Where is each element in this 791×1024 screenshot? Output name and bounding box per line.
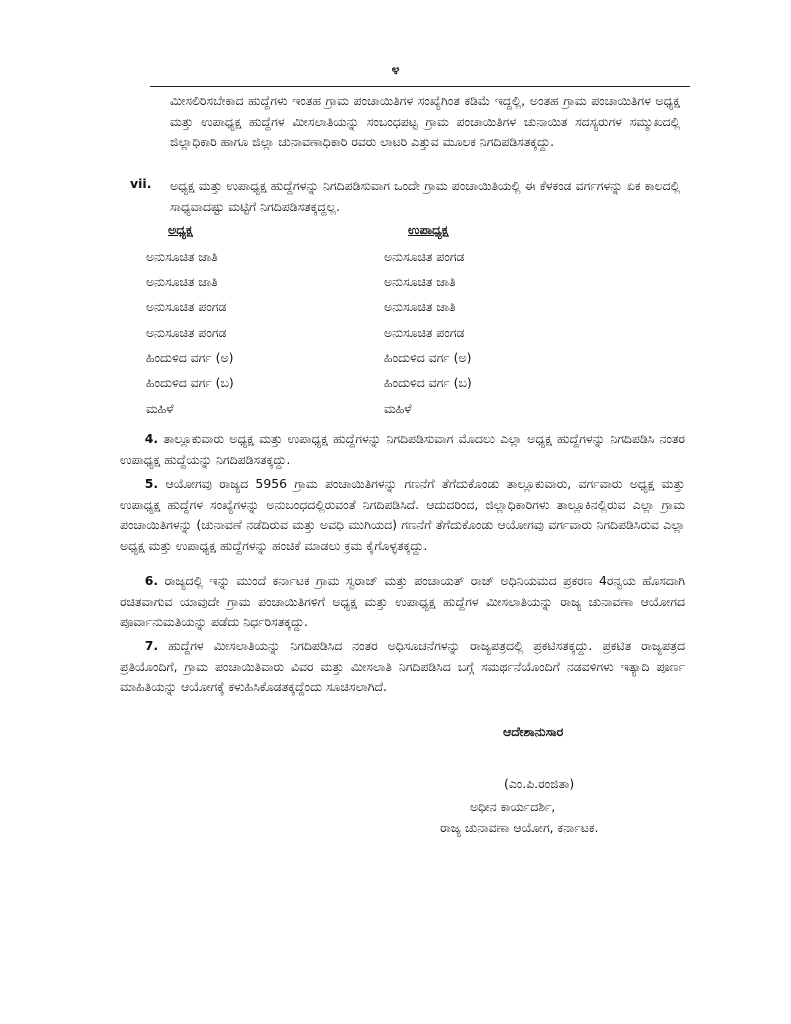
table-cell-vice-president: ಹಿಂದುಳಿದ ವರ್ಗ (ಅ) [384,350,472,365]
table-cell-vice-president: ಅನುಸೂಚಿತ ಪಂಗಡ [384,249,465,264]
paragraph-6 [120,571,685,633]
signatory-title: ಅಧೀನ ಕಾರ್ಯದರ್ಶಿ, [470,799,556,814]
table-cell-president: ಅನುಸೂಚಿತ ಪಂಗಡ [146,299,227,314]
table-cell-president: ಅನುಸೂಚಿತ ಜಾತಿ [146,274,218,289]
table-cell-president: ಮಹಿಳೆ [146,401,174,416]
paragraph-continued: ಮೀಸಲಿರಿಸಬೇಕಾದ ಹುದ್ದೆಗಳು ಇಂತಹ ಗ್ರಾಮ ಪಂಚಾಯಿತಿಗಳ ಸಂಖ್ಯೆಗಿಂತ ಕಡಿಮೆ ಇದ್ದಲ್ಲಿ, ಅಂತಹ ಗ್ರಾಮ ಪಂಚಾಯಿತಿಗಳ ಅಧ್ಯಕ್ಷ ಮತ್ತು ಉಪಾಧ್ಯಕ್ಷ ಹುದ್ದೆಗಳ ಮೀಸಲಾತಿಯನ್ನು ಸಂಬಂಧಪಟ್ಟ ಗ್ರಾಮ ಪಂಚಾಯಿತಿಗಳ ಚುನಾಯಿತ ಸದಸ್ಯರುಗಳ ಸಮ್ಮುಖದಲ್ಲಿ ಜಿಲ್ಲಾಧಿಕಾರಿ ಹಾಗೂ ಜಿಲ್ಲಾ ಚುನಾವಣಾಧಿಕಾರಿ ರವರು ಲಾಟರಿ ಎತ್ತುವ ಮೂಲಕ ನಿಗದಿಪಡಿಸತಕ್ಕದ್ದು. [170,93,680,149]
table-row [0,350,791,370]
paragraph-4 [120,429,685,470]
signatory-name: (ಎಂ.ಪಿ.ರಂಜಿತಾ) [504,776,575,791]
paragraph-7-text: ಹುದ್ದೆಗಳ ಮೀಸಲಾತಿಯನ್ನು ನಿಗದಿಪಡಿಸಿದ ನಂತರ ಅಧಿಸೂಚನೆಗಳನ್ನು ರಾಜ್ಯಪತ್ರದಲ್ಲಿ ಪ್ರಕಟಿಸತಕ್ಕದ್ದು. ಪ್ರಕಟಿತ ರಾಜ್ಯಪತ್ರದ ಪ್ರತಿಯೊಂದಿಗೆ, ಗ್ರಾಮ ಪಂಚಾಯಿತಿವಾರು ವಿವರ ಮತ್ತು ಮೀಸಲಾತಿ ನಿಗದಿಪಡಿಸಿದ ಬಗ್ಗೆ ಸಮರ್ಥನೆಯೊಂದಿಗೆ ನಡವಳಿಗಳು ಇತ್ಯಾದಿ ಪೂರ್ಣ ಮಾಹಿತಿಯನ್ನು ಆಯೋಗಕ್ಕೆ ಕಳುಹಿಸಿಕೊಡತಕ್ಕದ್ದೆಂದು ಸೂಚಿಸಲಾಗಿದೆ. [120,638,685,694]
table-header-president: ಅಧ್ಯಕ್ಷ [168,222,193,237]
table-row [0,274,791,294]
table-cell-vice-president: ಅನುಸೂಚಿತ ಪಂಗಡ [384,325,465,340]
signatory-office: ರಾಜ್ಯ ಚುನಾವಣಾ ಆಯೋಗ, ಕರ್ನಾಟಕ. [440,820,599,835]
header-rule [150,86,690,87]
paragraph-7 [120,636,685,698]
clause-vii-label: vii. [130,176,152,191]
paragraph-6-number: 6. [144,573,159,588]
table-cell-vice-president: ಅನುಸೂಚಿತ ಜಾತಿ [384,299,456,314]
table-cell-vice-president: ಅನುಸೂಚಿತ ಜಾತಿ [384,274,456,289]
table-row [0,299,791,319]
paragraph-4-number: 4. [144,431,159,446]
table-row [0,249,791,269]
table-cell-president: ಅನುಸೂಚಿತ ಜಾತಿ [146,249,218,264]
table-header-vice-president: ಉಪಾಧ್ಯಕ್ಷ [408,222,449,237]
table-cell-president: ಹಿಂದುಳಿದ ವರ್ಗ (ಅ) [146,350,234,365]
paragraph-5 [120,474,685,556]
clause-vii-text: ಅಧ್ಯಕ್ಷ ಮತ್ತು ಉಪಾಧ್ಯಕ್ಷ ಹುದ್ದೆಗಳನ್ನು ನಿಗದಿಪಡಿಸುವಾಗ ಒಂದೇ ಗ್ರಾಮ ಪಂಚಾಯಿತಿಯಲ್ಲಿ ಈ ಕೆಳಕಂಡ ವರ್ಗಗಳನ್ನು ಏಕ ಕಾಲದಲ್ಲಿ ಸಾಧ್ಯವಾದಷ್ಟು ಮಟ್ಟಿಗೆ ನಿಗದಿಪಡಿಸತಕ್ಕದ್ದಲ್ಲ. [170,178,680,214]
page-number: ೪ [391,62,400,78]
table-cell-vice-president: ಮಹಿಳೆ [384,401,412,416]
table-row [0,401,791,421]
table-cell-president: ಅನುಸೂಚಿತ ಪಂಗಡ [146,325,227,340]
paragraph-7-number: 7. [144,638,159,653]
table-row [0,375,791,395]
table-row [0,325,791,345]
table-cell-president: ಹಿಂದುಳಿದ ವರ್ಗ (ಬ) [146,375,234,390]
by-order-label: ಆದೇಶಾನುಸಾರ [503,724,564,739]
paragraph-6-text: ರಾಜ್ಯದಲ್ಲಿ ಇನ್ನು ಮುಂದೆ ಕರ್ನಾಟಕ ಗ್ರಾಮ ಸ್ವರಾಜ್ ಮತ್ತು ಪಂಚಾಯತ್ ರಾಜ್ ಅಧಿನಿಯಮದ ಪ್ರಕರಣ 4ರನ್ವಯ ಹೊಸದಾಗಿ ರಚಿತವಾಗುವ ಯಾವುದೇ ಗ್ರಾಮ ಪಂಚಾಯಿತಿಗಳಿಗೆ ಅಧ್ಯಕ್ಷ ಮತ್ತು ಉಪಾಧ್ಯಕ್ಷ ಹುದ್ದೆಗಳ ಮೀಸಲಾತಿಯನ್ನು ರಾಜ್ಯ ಚುನಾವಣಾ ಆಯೋಗದ ಪೂರ್ವಾನುಮತಿಯನ್ನು ಪಡೆದು ನಿರ್ಧರಿಸತಕ್ಕದ್ದು. [120,573,685,629]
paragraph-5-text: ಆಯೋಗವು ರಾಜ್ಯದ 5956 ಗ್ರಾಮ ಪಂಚಾಯಿತಿಗಳನ್ನು ಗಣನೆಗೆ ತೆಗೆದುಕೊಂಡು ತಾಲ್ಲೂಕುವಾರು, ವರ್ಗವಾರು ಅಧ್ಯಕ್ಷ ಮತ್ತು ಉಪಾಧ್ಯಕ್ಷ ಹುದ್ದೆಗಳ ಸಂಖ್ಯೆಗಳನ್ನು ಅನುಬಂಧದಲ್ಲಿರುವಂತೆ ನಿಗದಿಪಡಿಸಿದೆ. ಆದುದರಿಂದ, ಜಿಲ್ಲಾಧಿಕಾರಿಗಳು ತಾಲ್ಲೂಕಿನಲ್ಲಿರುವ ಎಲ್ಲಾ ಗ್ರಾಮ ಪಂಚಾಯಿತಿಗಳನ್ನು (ಚುನಾವಣೆ ನಡೆದಿರುವ ಮತ್ತು ಅವಧಿ ಮುಗಿಯದ) ಗಣನೆಗೆ ತೆಗೆದುಕೊಂಡು ಆಯೋಗವು ವರ್ಗವಾರು ನಿಗದಿಪಡಿಸಿರುವ ಎಲ್ಲಾ ಅಧ್ಯಕ್ಷ ಮತ್ತು ಉಪಾಧ್ಯಕ್ಷ ಹುದ್ದೆಗಳನ್ನು ಹಂಚಿಕೆ ಮಾಡಲು ಕ್ರಮ ಕೈಗೊಳ್ಳತಕ್ಕದ್ದು. [120,476,685,553]
paragraph-4-text: ತಾಲ್ಲೂಕುವಾರು ಅಧ್ಯಕ್ಷ ಮತ್ತು ಉಪಾಧ್ಯಕ್ಷ ಹುದ್ದೆಗಳನ್ನು ನಿಗದಿಪಡಿಸುವಾಗ ಮೊದಲು ಎಲ್ಲಾ ಅಧ್ಯಕ್ಷ ಹುದ್ದೆಗಳನ್ನು ನಿಗದಿಪಡಿಸಿ ನಂತರ ಉಪಾಧ್ಯಕ್ಷ ಹುದ್ದೆಯನ್ನು ನಿಗದಿಪಡಿಸತಕ್ಕದ್ದು. [120,431,685,467]
paragraph-5-number: 5. [144,476,159,491]
table-cell-vice-president: ಹಿಂದುಳಿದ ವರ್ಗ (ಬ) [384,375,472,390]
